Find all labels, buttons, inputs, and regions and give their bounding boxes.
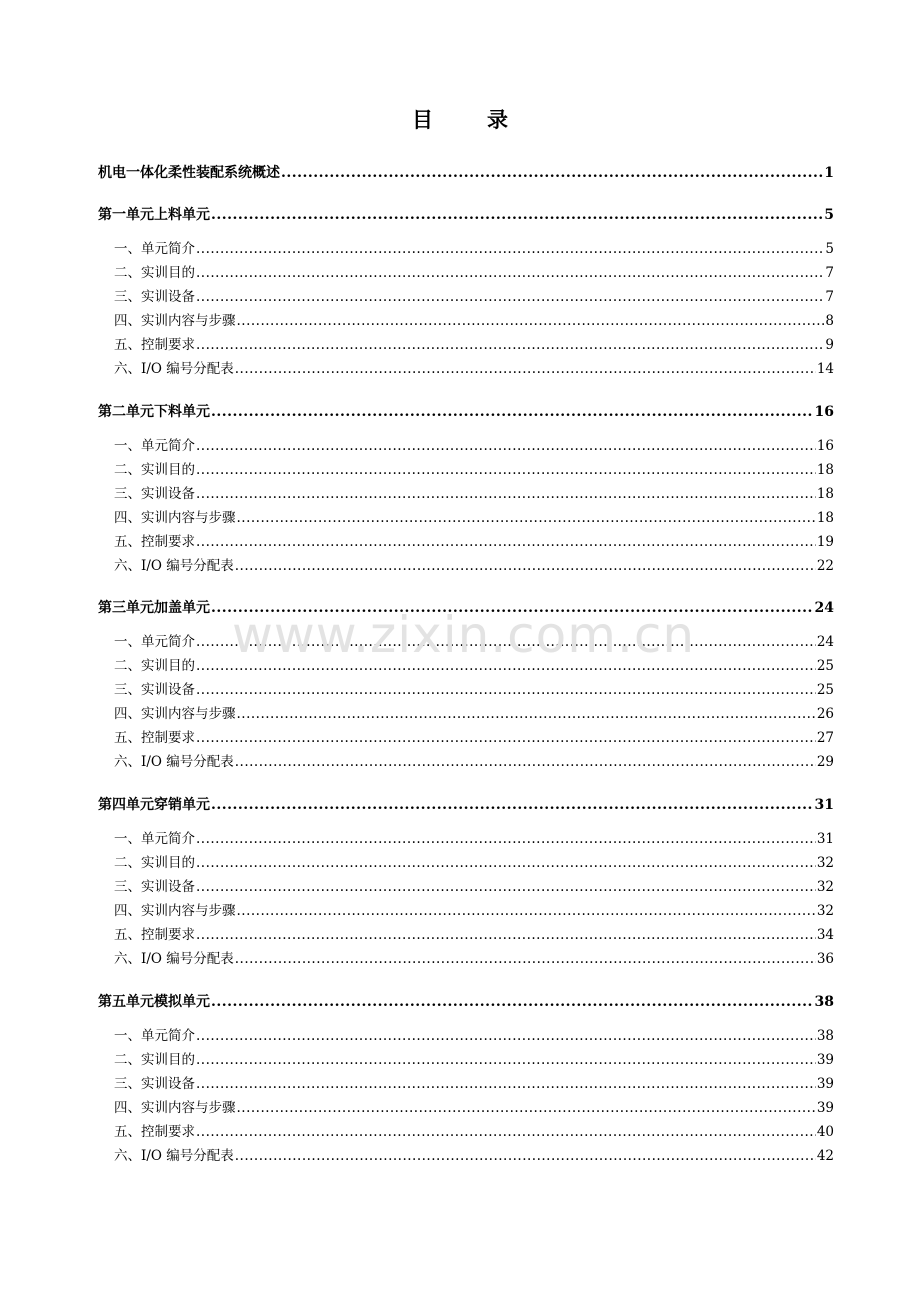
dot-leader [196, 239, 824, 259]
toc-unit-heading[interactable] [98, 795, 834, 815]
dot-leader [237, 1098, 816, 1118]
dot-leader [237, 311, 825, 331]
toc-section-entry[interactable] [114, 728, 834, 748]
toc-section-entry[interactable] [114, 1026, 834, 1046]
dot-leader [196, 263, 824, 283]
toc-section-entry[interactable] [114, 335, 834, 355]
section-page: 25 [816, 682, 834, 698]
section-page: 36 [816, 951, 834, 967]
section-label: 实训目的 [141, 265, 195, 281]
section-page: 32 [816, 879, 834, 895]
toc-entry-label: 机电一体化柔性装配系统概述 [98, 165, 280, 181]
dot-leader [235, 359, 816, 379]
dot-leader [196, 1050, 816, 1070]
toc-section-entry[interactable] [114, 949, 834, 969]
toc-section-entry[interactable] [114, 239, 834, 259]
section-page: 7 [825, 289, 834, 305]
section-page: 9 [825, 337, 834, 353]
dot-leader [211, 205, 823, 225]
toc-section-entry[interactable] [114, 359, 834, 379]
section-number: 四、 [114, 313, 141, 329]
section-number: 二、 [114, 658, 141, 674]
section-label: 实训内容与步骤 [141, 903, 236, 919]
dot-leader [237, 901, 816, 921]
dot-leader [196, 656, 816, 676]
dot-leader [237, 508, 816, 528]
unit-number: 第四单元 [98, 797, 154, 813]
toc-entry-page: 1 [824, 165, 834, 181]
toc-section-entry[interactable] [114, 263, 834, 283]
toc-unit-heading[interactable] [98, 598, 834, 618]
section-label: 实训设备 [141, 289, 195, 305]
section-number: 四、 [114, 510, 141, 526]
toc-section-entry[interactable] [114, 853, 834, 873]
dot-leader [235, 556, 816, 576]
section-number: 五、 [114, 1124, 141, 1140]
section-number: 二、 [114, 855, 141, 871]
section-page: 26 [816, 706, 834, 722]
unit-page: 31 [814, 797, 834, 813]
section-label: 实训设备 [141, 682, 195, 698]
section-page: 7 [825, 265, 834, 281]
toc-section-entry[interactable] [114, 680, 834, 700]
section-label: 实训内容与步骤 [141, 510, 236, 526]
section-page: 18 [816, 462, 834, 478]
dot-leader [196, 484, 816, 504]
dot-leader [211, 598, 814, 618]
toc-unit-heading[interactable] [98, 992, 834, 1012]
section-label: 实训设备 [141, 879, 195, 895]
dot-leader [196, 335, 824, 355]
unit-page: 38 [814, 994, 834, 1010]
dot-leader [235, 1146, 816, 1166]
dot-leader [196, 1074, 816, 1094]
dot-leader [196, 680, 816, 700]
section-label: 实训目的 [141, 658, 195, 674]
section-label: 实训内容与步骤 [141, 1100, 236, 1116]
section-label: 控制要求 [141, 927, 195, 943]
dot-leader [196, 436, 816, 456]
section-label: 实训设备 [141, 486, 195, 502]
section-label: I/O 编号分配表 [141, 1148, 234, 1164]
section-page: 32 [816, 855, 834, 871]
dot-leader [196, 925, 816, 945]
unit-name: 加盖单元 [154, 600, 210, 616]
toc-section-entry[interactable] [114, 1146, 834, 1166]
section-label: 实训目的 [141, 1052, 195, 1068]
toc-section-entry[interactable] [114, 460, 834, 480]
section-number: 一、 [114, 438, 141, 454]
section-label: 单元简介 [141, 1028, 195, 1044]
section-page: 32 [816, 903, 834, 919]
section-number: 三、 [114, 682, 141, 698]
section-label: 控制要求 [141, 730, 195, 746]
unit-name: 穿销单元 [154, 797, 210, 813]
toc-section-entry[interactable] [114, 436, 834, 456]
toc-section-entry[interactable] [114, 484, 834, 504]
toc-section-entry[interactable] [114, 556, 834, 576]
unit-number: 第一单元 [98, 207, 154, 223]
section-page: 22 [816, 558, 834, 574]
section-number: 五、 [114, 730, 141, 746]
section-number: 六、 [114, 1148, 141, 1164]
section-page: 25 [816, 658, 834, 674]
section-page: 8 [825, 313, 834, 329]
section-number: 六、 [114, 754, 141, 770]
toc-unit-heading[interactable] [98, 402, 834, 422]
section-page: 5 [825, 241, 834, 257]
section-page: 39 [816, 1052, 834, 1068]
dot-leader [196, 728, 816, 748]
toc-section-entry[interactable] [114, 311, 834, 331]
section-label: I/O 编号分配表 [141, 951, 234, 967]
dot-leader [196, 532, 816, 552]
section-page: 39 [816, 1100, 834, 1116]
section-label: 实训内容与步骤 [141, 313, 236, 329]
section-page: 24 [816, 634, 834, 650]
dot-leader [211, 402, 814, 422]
section-number: 一、 [114, 241, 141, 257]
section-number: 一、 [114, 831, 141, 847]
dot-leader [281, 163, 823, 183]
toc-section-entry[interactable] [114, 1050, 834, 1070]
section-page: 31 [816, 831, 834, 847]
toc-section-entry[interactable] [114, 508, 834, 528]
section-number: 三、 [114, 289, 141, 305]
section-number: 六、 [114, 951, 141, 967]
dot-leader [196, 853, 816, 873]
toc-section-entry[interactable] [114, 287, 834, 307]
section-label: 实训目的 [141, 462, 195, 478]
section-label: 控制要求 [141, 1124, 195, 1140]
section-number: 二、 [114, 265, 141, 281]
section-page: 14 [816, 361, 834, 377]
section-number: 四、 [114, 903, 141, 919]
unit-page: 16 [814, 404, 834, 420]
toc-section-entry[interactable] [114, 1074, 834, 1094]
section-number: 五、 [114, 337, 141, 353]
dot-leader [196, 877, 816, 897]
toc-section-entry[interactable] [114, 925, 834, 945]
section-page: 16 [816, 438, 834, 454]
section-number: 六、 [114, 361, 141, 377]
section-number: 五、 [114, 534, 141, 550]
unit-page: 5 [824, 207, 834, 223]
section-label: 单元简介 [141, 831, 195, 847]
section-number: 一、 [114, 1028, 141, 1044]
section-number: 二、 [114, 462, 141, 478]
section-page: 34 [816, 927, 834, 943]
unit-name: 模拟单元 [154, 994, 210, 1010]
section-page: 27 [816, 730, 834, 746]
dot-leader [196, 287, 824, 307]
toc-entry-overview[interactable] [98, 163, 834, 183]
toc-section-entry[interactable] [114, 632, 834, 652]
watermark: www.zixin.com.cn [232, 606, 696, 664]
unit-name: 下料单元 [154, 404, 210, 420]
toc-section-entry[interactable] [114, 829, 834, 849]
section-number: 一、 [114, 634, 141, 650]
toc-section-entry[interactable] [114, 877, 834, 897]
section-page: 19 [816, 534, 834, 550]
section-number: 五、 [114, 927, 141, 943]
section-page: 18 [816, 510, 834, 526]
section-page: 39 [816, 1076, 834, 1092]
section-label: 单元简介 [141, 241, 195, 257]
section-label: 单元简介 [141, 634, 195, 650]
section-label: I/O 编号分配表 [141, 754, 234, 770]
title-char-left: 目 [412, 107, 433, 132]
dot-leader [211, 795, 814, 815]
section-number: 三、 [114, 486, 141, 502]
section-page: 18 [816, 486, 834, 502]
dot-leader [211, 992, 814, 1012]
toc-unit-heading[interactable] [98, 205, 834, 225]
dot-leader [237, 704, 816, 724]
section-page: 29 [816, 754, 834, 770]
section-label: 实训设备 [141, 1076, 195, 1092]
section-number: 六、 [114, 558, 141, 574]
section-page: 40 [816, 1124, 834, 1140]
dot-leader [196, 829, 816, 849]
dot-leader [196, 1026, 816, 1046]
section-page: 42 [816, 1148, 834, 1164]
unit-page: 24 [814, 600, 834, 616]
section-number: 三、 [114, 879, 141, 895]
dot-leader [196, 1122, 816, 1142]
toc-section-entry[interactable] [114, 752, 834, 772]
section-number: 二、 [114, 1052, 141, 1068]
section-number: 四、 [114, 1100, 141, 1116]
dot-leader [196, 632, 816, 652]
dot-leader [235, 752, 816, 772]
dot-leader [196, 460, 816, 480]
unit-number: 第五单元 [98, 994, 154, 1010]
section-label: 控制要求 [141, 534, 195, 550]
section-number: 三、 [114, 1076, 141, 1092]
toc-section-entry[interactable] [114, 901, 834, 921]
toc-section-entry[interactable] [114, 1098, 834, 1118]
section-page: 38 [816, 1028, 834, 1044]
section-number: 四、 [114, 706, 141, 722]
section-label: I/O 编号分配表 [141, 361, 234, 377]
unit-name: 上料单元 [154, 207, 210, 223]
section-label: I/O 编号分配表 [141, 558, 234, 574]
title-char-right: 录 [487, 107, 508, 132]
section-label: 实训内容与步骤 [141, 706, 236, 722]
dot-leader [235, 949, 816, 969]
toc-section-entry[interactable] [114, 656, 834, 676]
unit-number: 第三单元 [98, 600, 154, 616]
toc-section-entry[interactable] [114, 532, 834, 552]
unit-number: 第二单元 [98, 404, 154, 420]
section-label: 控制要求 [141, 337, 195, 353]
toc-section-entry[interactable] [114, 1122, 834, 1142]
toc-section-entry[interactable] [114, 704, 834, 724]
section-label: 实训目的 [141, 855, 195, 871]
section-label: 单元简介 [141, 438, 195, 454]
